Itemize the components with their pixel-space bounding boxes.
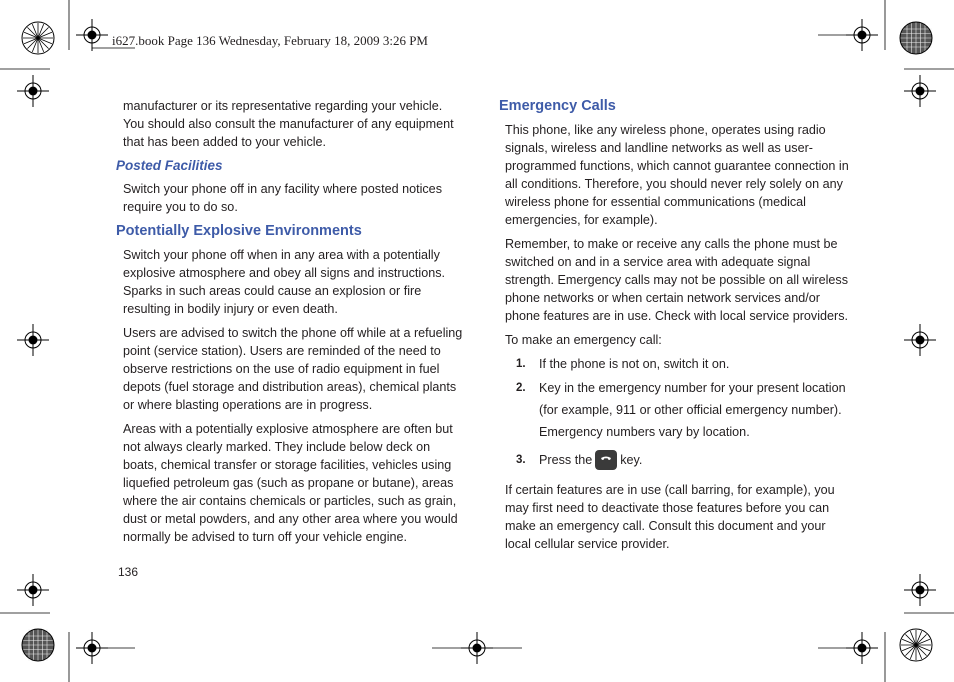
emergency-paragraph-2: Remember, to make or receive any calls the phone must be switched on and in a service area with adequate signal strength. Emergency calls may not be possible on all wireless phone networks or when certain network services and/or phone features are in use. Check with local service providers. bbox=[505, 237, 849, 323]
send-key-icon bbox=[595, 450, 617, 470]
emergency-paragraph-3: To make an emergency call: bbox=[505, 333, 662, 347]
emergency-paragraph-4: If certain features are in use (call barring, for example), you may first need to deactivate those features before you can make an emergency call. Consult this document and your local cellular service provider. bbox=[505, 483, 835, 551]
explosive-paragraph-1: Switch your phone off when in any area with a potentially explosive atmosphere and obey all signs and instructions. Sparks in such areas could cause an explosion or fire resulting in bodily injury or even death. bbox=[123, 248, 446, 316]
posted-facilities-heading: Posted Facilities bbox=[116, 158, 223, 173]
explosive-paragraph-2: Users are advised to switch the phone off while at a refueling point (service station). Users are reminded of the need to observe restrictions on the use of radio equipment in fuel depots (fuel storage and distribution areas), chemical plants or where blasting operations are in progress. bbox=[123, 326, 463, 412]
step-number: 2. bbox=[516, 382, 526, 394]
step-number: 1. bbox=[516, 358, 526, 370]
file-header: i627.book Page 136 Wednesday, February 18, 2009 3:26 PM bbox=[112, 33, 428, 48]
right-column bbox=[499, 97, 849, 559]
step-number: 3. bbox=[516, 454, 526, 466]
emergency-paragraph-1: This phone, like any wireless phone, operates using radio signals, wireless and landline networks as well as user-programmed functions, which cannot guarantee connection in all conditions. Therefore, you should never rely solely on any wireless phone for essential communications (medical emergencies, for example). bbox=[505, 123, 849, 227]
step-text-post: key. bbox=[620, 453, 643, 467]
left-column bbox=[116, 97, 466, 552]
emergency-steps bbox=[499, 355, 849, 473]
posted-facilities-paragraph: Switch your phone off in any facility where posted notices require you to do so. bbox=[123, 182, 442, 214]
explosive-paragraph-3: Areas with a potentially explosive atmosphere are often but not always clearly marked. They include below deck on boats, chemical transfer or storage facilities, vehicles using liquefied petroleum gas (such as propane or butane), areas where the air contains chemicals or particles, such as grain, dust or metal powders, and any other area where you would normally be advised to turn off your vehicle engine. bbox=[123, 422, 458, 544]
step-2 bbox=[499, 377, 849, 443]
page-number: 136 bbox=[118, 565, 139, 579]
step-1 bbox=[499, 355, 849, 373]
intro-paragraph: manufacturer or its representative regarding your vehicle. You should also consult the manufacturer of any equipment that has been added to your vehicle. bbox=[123, 99, 454, 149]
step-text-pre: Press the bbox=[539, 453, 593, 467]
step-text: If the phone is not on, switch it on. bbox=[539, 357, 730, 371]
step-3 bbox=[499, 447, 849, 473]
explosive-environments-heading: Potentially Explosive Environments bbox=[116, 223, 362, 239]
emergency-calls-heading: Emergency Calls bbox=[499, 98, 616, 114]
step-text: Key in the emergency number for your present location (for example, 911 or other official emergency number). Emergency numbers vary by location. bbox=[539, 381, 846, 439]
